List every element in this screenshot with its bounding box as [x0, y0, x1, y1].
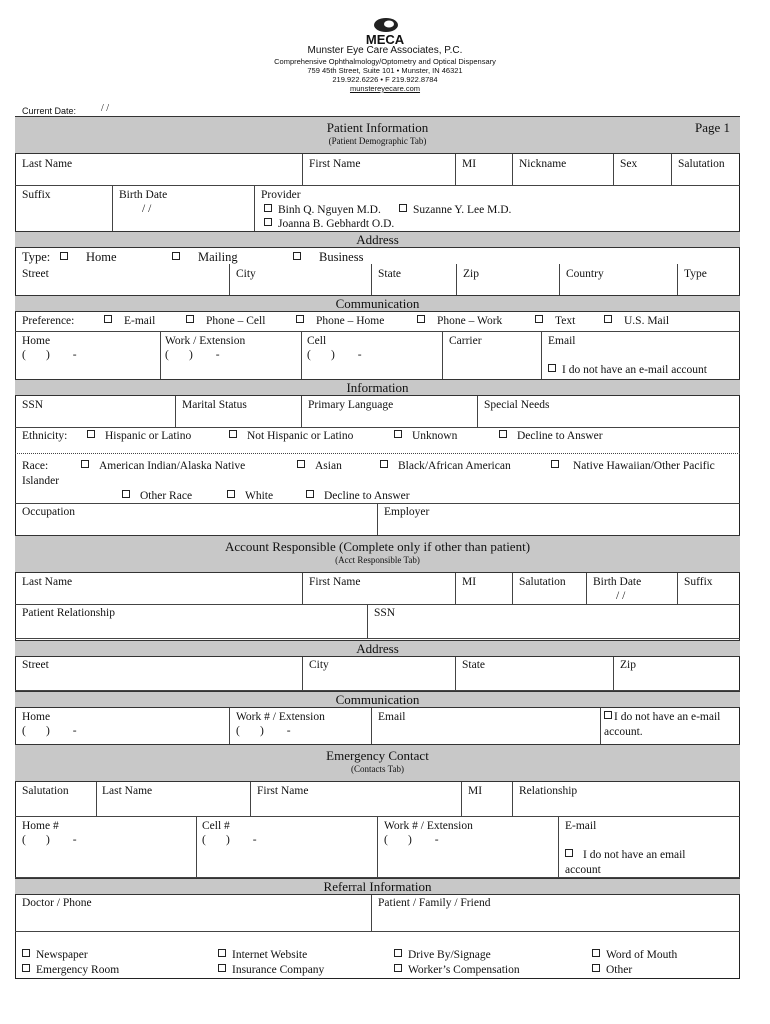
address-type-option-label: Home — [86, 250, 117, 264]
race-option-label: White — [245, 490, 274, 502]
emerg-mi-label: MI — [468, 785, 483, 797]
referral-option-label: Internet Website — [232, 949, 308, 961]
emerg-cell-label: Cell # — [202, 820, 230, 832]
referral-option-label: Drive By/Signage — [408, 949, 491, 961]
referral-other[interactable] — [592, 963, 632, 977]
pref-option-label: Phone – Home — [316, 315, 385, 327]
checkbox-icon[interactable] — [218, 949, 226, 957]
checkbox-icon[interactable] — [297, 460, 305, 468]
checkbox-icon[interactable] — [417, 315, 425, 323]
patient-birth-date-field[interactable]: / / — [142, 203, 152, 215]
provider-option-label: Suzanne Y. Lee M.D. — [413, 204, 512, 216]
acct-ssn-label: SSN — [374, 607, 396, 619]
ethnicity-option-label: Unknown — [412, 430, 458, 442]
referral-newspaper[interactable] — [22, 948, 88, 962]
ethnicity-option-label: Hispanic or Latino — [105, 430, 192, 442]
ethnicity-decline[interactable] — [499, 429, 603, 443]
address-type-mailing[interactable] — [172, 250, 238, 264]
patient-mi-label: MI — [462, 158, 477, 170]
provider-option-lee[interactable] — [399, 203, 511, 217]
address-type-business[interactable] — [293, 250, 363, 264]
address-band — [15, 231, 740, 248]
work-phone-label: Work / Extension — [165, 335, 246, 347]
address-type-option-label: Business — [319, 250, 364, 264]
checkbox-icon[interactable] — [604, 315, 612, 323]
ethnicity-hispanic[interactable] — [87, 429, 191, 443]
account-responsible-band — [15, 535, 740, 573]
checkbox-icon[interactable] — [535, 315, 543, 323]
acct-state-label: State — [462, 659, 485, 671]
employer-label: Employer — [384, 506, 430, 518]
practice-website[interactable]: munstereyecare.com — [349, 84, 421, 93]
patient-first-name-label: First Name — [309, 158, 361, 170]
patient-info-subtitle: (Patient Demographic Tab) — [328, 136, 427, 146]
emerg-cell-field[interactable]: ( ) - — [202, 834, 257, 846]
emerg-home-label: Home # — [22, 820, 59, 832]
referral-insurance[interactable] — [218, 963, 324, 977]
referral-option-label: Newspaper — [36, 949, 88, 961]
acct-address-band — [15, 640, 740, 657]
pref-text[interactable] — [535, 314, 575, 328]
emerg-no-email-option[interactable] — [565, 848, 686, 862]
emergency-title: Emergency Contact — [326, 748, 429, 763]
referral-option-label: Word of Mouth — [606, 949, 678, 961]
state-label: State — [378, 268, 401, 280]
street-label: Street — [22, 268, 49, 280]
acct-last-name-label: Last Name — [22, 576, 73, 588]
patient-nickname-label: Nickname — [519, 158, 567, 170]
checkbox-icon[interactable] — [394, 949, 402, 957]
patient-relationship-label: Patient Relationship — [22, 607, 115, 619]
pref-option-label: Phone – Work — [437, 315, 503, 327]
practice-tagline: Comprehensive Ophthalmology/Optometry and Optical Dispensary — [274, 57, 496, 66]
ethnicity-option-label: Not Hispanic or Latino — [247, 430, 354, 442]
checkbox-icon[interactable] — [104, 315, 112, 323]
referral-internet[interactable] — [218, 948, 307, 962]
provider-option-label: Joanna B. Gebhardt O.D. — [278, 218, 395, 230]
emerg-last-name-label: Last Name — [102, 785, 153, 797]
carrier-label: Carrier — [449, 335, 482, 347]
acct-first-name-label: First Name — [309, 576, 361, 588]
account-title: Account Responsible (Complete only if other than patient) — [224, 539, 531, 554]
acct-salutation-label: Salutation — [519, 576, 566, 588]
race-option-label: Decline to Answer — [324, 490, 410, 502]
acct-city-label: City — [309, 659, 329, 671]
checkbox-icon[interactable] — [548, 364, 556, 372]
acct-no-email-label: I do not have an e-mail — [614, 711, 721, 723]
referral-option-label: Other — [606, 964, 633, 976]
email-label: Email — [548, 335, 576, 347]
acct-communication-title: Communication — [335, 692, 420, 707]
pref-phone-cell[interactable] — [186, 314, 265, 328]
no-email-label: I do not have an e-mail account — [562, 364, 707, 376]
practice-name: Munster Eye Care Associates, P.C. — [307, 45, 463, 56]
address-title: Address — [356, 232, 399, 247]
current-date-field[interactable]: / / — [101, 103, 110, 114]
referral-word-of-mouth[interactable] — [592, 948, 677, 962]
acct-work-field[interactable]: ( ) - — [236, 725, 291, 737]
cell-phone-field[interactable]: ( ) - — [307, 349, 362, 361]
information-title: Information — [346, 380, 409, 395]
type-label: Type — [684, 268, 707, 280]
primary-language-label: Primary Language — [308, 399, 394, 411]
pref-phone-work[interactable] — [417, 314, 502, 328]
country-label: Country — [566, 268, 604, 280]
emerg-home-field[interactable]: ( ) - — [22, 834, 77, 846]
practice-address: 759 45th Street, Suite 101 • Munster, IN 46321 — [307, 66, 463, 75]
provider-label: Provider — [261, 189, 301, 201]
acct-mi-label: MI — [462, 576, 477, 588]
checkbox-icon[interactable] — [306, 490, 314, 498]
emerg-salutation-label: Salutation — [22, 785, 69, 797]
checkbox-icon[interactable] — [264, 204, 272, 212]
referral-emergency-room[interactable] — [22, 963, 119, 977]
referral-doctor-label: Doctor / Phone — [22, 897, 92, 909]
acct-address-title: Address — [356, 641, 399, 656]
acct-no-email-wrap: account. — [604, 726, 643, 738]
emerg-first-name-label: First Name — [257, 785, 309, 797]
emergency-subtitle: (Contacts Tab) — [351, 764, 404, 774]
communication-band — [15, 295, 740, 312]
communication-title: Communication — [335, 296, 420, 311]
address-type-option-label: Mailing — [198, 250, 238, 264]
acct-no-email-option[interactable] — [604, 710, 720, 724]
checkbox-icon[interactable] — [592, 949, 600, 957]
eye-logo-icon — [372, 17, 400, 33]
ethnicity-not-hispanic[interactable] — [229, 429, 353, 443]
practice-phones: 219.922.6226 • F 219.922.8784 — [332, 75, 438, 84]
referral-option-label: Worker’s Compensation — [408, 964, 520, 976]
race-option-label: Other Race — [140, 490, 193, 502]
acct-work-label: Work # / Extension — [236, 711, 325, 723]
referral-band — [15, 878, 740, 895]
patient-info-title: Patient Information — [326, 120, 429, 135]
emergency-contact-band — [15, 744, 740, 782]
practice-logo-text: MECA — [365, 32, 405, 47]
meca-logo — [372, 17, 400, 33]
race-asian[interactable] — [297, 459, 342, 473]
preference-label: Preference: — [22, 315, 75, 327]
ethnicity-option-label: Decline to Answer — [517, 430, 603, 442]
checkbox-icon[interactable] — [565, 849, 573, 857]
home-phone-field[interactable]: ( ) - — [22, 349, 77, 361]
checkbox-icon[interactable] — [22, 949, 30, 957]
zip-label: Zip — [463, 268, 479, 280]
race-label: Race: — [22, 460, 49, 472]
provider-option-nguyen[interactable] — [264, 203, 381, 217]
address-type-label: Type: — [22, 250, 51, 264]
acct-zip-label: Zip — [620, 659, 636, 671]
race-black[interactable] — [380, 459, 511, 473]
referral-drive-by[interactable] — [394, 948, 491, 962]
race-option-label: Black/African American — [398, 460, 511, 472]
referral-title: Referral Information — [323, 879, 432, 894]
ethnicity-label: Ethnicity: — [22, 430, 68, 442]
pref-option-label: U.S. Mail — [624, 315, 670, 327]
patient-salutation-label: Salutation — [678, 158, 725, 170]
checkbox-icon[interactable] — [264, 218, 272, 226]
pref-option-label: Text — [555, 315, 576, 327]
referral-workers-comp[interactable] — [394, 963, 520, 977]
pref-us-mail[interactable] — [604, 314, 669, 328]
checkbox-icon[interactable] — [296, 315, 304, 323]
checkbox-icon[interactable] — [22, 964, 30, 972]
ssn-label: SSN — [22, 399, 44, 411]
checkbox-icon[interactable] — [380, 460, 388, 468]
acct-birth-date-field[interactable]: / / — [616, 590, 626, 602]
race-native-hawaiian[interactable] — [551, 459, 715, 473]
checkbox-icon[interactable] — [551, 460, 559, 468]
account-subtitle: (Acct Responsible Tab) — [335, 555, 420, 565]
special-needs-label: Special Needs — [484, 399, 550, 411]
information-band — [15, 379, 740, 396]
race-american-indian[interactable] — [81, 459, 245, 473]
checkbox-icon[interactable] — [60, 252, 68, 260]
referral-option-label: Insurance Company — [232, 964, 325, 976]
provider-option-label: Binh Q. Nguyen M.D. — [278, 204, 381, 216]
ethnicity-unknown[interactable] — [394, 429, 457, 443]
address-type-home[interactable] — [60, 250, 117, 264]
checkbox-icon[interactable] — [604, 711, 612, 719]
pref-option-label: E-mail — [124, 315, 156, 327]
acct-street-label: Street — [22, 659, 49, 671]
checkbox-icon[interactable] — [81, 460, 89, 468]
checkbox-icon[interactable] — [394, 964, 402, 972]
checkbox-icon[interactable] — [227, 490, 235, 498]
race-other[interactable] — [122, 489, 192, 503]
checkbox-icon[interactable] — [186, 315, 194, 323]
emerg-work-field[interactable]: ( ) - — [384, 834, 439, 846]
page-number: Page 1 — [694, 120, 730, 135]
marital-status-label: Marital Status — [182, 399, 247, 411]
patient-birth-date-label: Birth Date — [119, 189, 168, 201]
checkbox-icon[interactable] — [394, 430, 402, 438]
race-white[interactable] — [227, 489, 273, 503]
checkbox-icon[interactable] — [399, 204, 407, 212]
race-option-label: Native Hawaiian/Other Pacific — [573, 460, 715, 472]
acct-suffix-label: Suffix — [684, 576, 713, 588]
checkbox-icon[interactable] — [499, 430, 507, 438]
emerg-no-email-wrap: account — [565, 864, 601, 876]
checkbox-icon[interactable] — [172, 252, 180, 260]
acct-email-label: Email — [378, 711, 406, 723]
cell-phone-label: Cell — [307, 335, 327, 347]
acct-communication-band — [15, 691, 740, 708]
acct-home-field[interactable]: ( ) - — [22, 725, 77, 737]
race-option-label: American Indian/Alaska Native — [99, 460, 246, 472]
emerg-relationship-label: Relationship — [519, 785, 578, 797]
pref-phone-home[interactable] — [296, 314, 384, 328]
emerg-work-label: Work # / Extension — [384, 820, 473, 832]
occupation-label: Occupation — [22, 506, 76, 518]
checkbox-icon[interactable] — [218, 964, 226, 972]
checkbox-icon[interactable] — [229, 430, 237, 438]
pref-option-label: Phone – Cell — [206, 315, 266, 327]
patient-last-name-label: Last Name — [22, 158, 73, 170]
emerg-no-email-label: I do not have an email — [583, 849, 686, 861]
checkbox-icon[interactable] — [592, 964, 600, 972]
checkbox-icon[interactable] — [293, 252, 301, 260]
patient-info-band — [15, 116, 740, 154]
work-phone-field[interactable]: ( ) - — [165, 349, 220, 361]
patient-suffix-label: Suffix — [22, 189, 51, 201]
race-decline[interactable] — [306, 489, 410, 503]
checkbox-icon[interactable] — [122, 490, 130, 498]
acct-birth-date-label: Birth Date — [593, 576, 642, 588]
referral-patient-label: Patient / Family / Friend — [378, 897, 491, 909]
referral-option-label: Emergency Room — [36, 964, 120, 976]
acct-home-label: Home — [22, 711, 51, 723]
provider-option-gebhardt[interactable] — [264, 217, 394, 231]
home-phone-label: Home — [22, 335, 51, 347]
current-date-label: Current Date: — [22, 106, 77, 116]
no-email-option[interactable] — [548, 363, 707, 377]
patient-sex-label: Sex — [620, 158, 638, 170]
emerg-email-label: E-mail — [565, 820, 597, 832]
checkbox-icon[interactable] — [87, 430, 95, 438]
race-wrap-text: Islander — [22, 475, 60, 487]
city-label: City — [236, 268, 256, 280]
race-option-label: Asian — [315, 460, 342, 472]
pref-email[interactable] — [104, 314, 155, 328]
